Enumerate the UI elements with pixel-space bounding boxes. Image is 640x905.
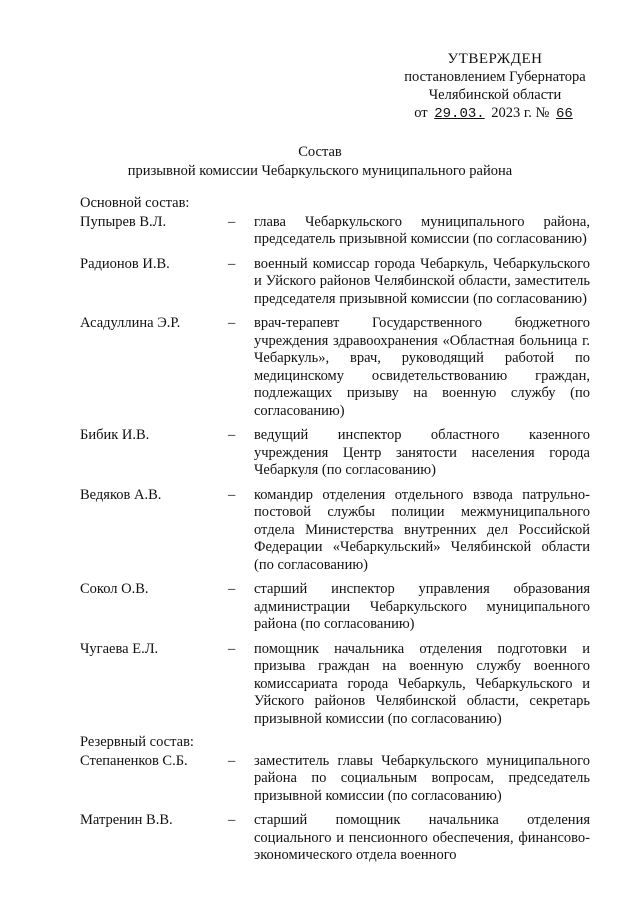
member-name: Радионов И.В.: [80, 255, 170, 272]
member-row: [80, 753, 590, 806]
approval-year: 2023 г. №: [491, 105, 550, 121]
title-line-1: Состав: [298, 144, 342, 160]
member-row: [80, 315, 590, 420]
approval-line-2: Челябинской области: [428, 87, 562, 103]
member-dash: –: [228, 812, 236, 828]
member-dash: –: [228, 315, 236, 331]
member-name: Пупырев В.Л.: [80, 213, 167, 230]
member-desc: помощник начальника отделения подготовки и призыва граждан на военную службу военного комиссариата города Чебаркуль, Чебаркульского и Уйского районов Челябинской области, секретарь призывной комиссии (по согласованию): [254, 640, 590, 727]
member-dash: –: [228, 213, 236, 230]
reserve-section-label: Резервный состав:: [80, 734, 194, 750]
member-row: [80, 812, 590, 865]
member-desc: старший помощник начальника отделения социального и пенсионного обеспечения, финансово-экономического отдела военного: [254, 812, 590, 863]
member-row: [80, 427, 590, 480]
member-row: [80, 641, 590, 729]
member-dash: –: [228, 581, 236, 597]
member-dash: –: [228, 486, 236, 503]
member-name: Степаненков С.Б.: [80, 752, 188, 769]
approval-number: 66: [555, 106, 573, 122]
approval-block: [380, 50, 610, 123]
member-desc: глава Чебаркульского муниципального района, председатель призывной комиссии (по согласованию): [254, 213, 590, 247]
member-row: [80, 581, 590, 634]
member-name: Асадуллина Э.Р.: [80, 315, 181, 331]
title-line-2: призывной комиссии Чебаркульского муниципального района: [127, 163, 513, 179]
member-dash: –: [228, 752, 236, 769]
member-dash: –: [228, 255, 236, 272]
approval-line-1: постановлением Губернатора: [404, 69, 586, 85]
commission-list: [80, 195, 590, 865]
member-desc: врач-терапевт Государственного бюджетного учреждения здравоохранения «Областная больница г. Чебаркуль», врач, руководящий работой по медицинскому освидетельствованию граждан, подлежащих призыву на военную службу (по согласованию): [254, 315, 590, 419]
approval-stamp: УТВЕРЖДЕН: [447, 51, 543, 67]
member-name: Чугаева Е.Л.: [80, 640, 159, 657]
member-row: [80, 487, 590, 575]
member-desc: командир отделения отдельного взвода патрульно-постовой службы полиции межмуниципального отдела Министерства внутренних дел Российской Федерации «Чебаркульский» Челябинской области (по согласованию): [254, 486, 590, 573]
member-dash: –: [228, 640, 236, 657]
member-desc: ведущий инспектор областного казенного учреждения Центр занятости населения города Чебаркуля (по согласованию): [254, 427, 590, 478]
member-desc: старший инспектор управления образования администрации Чебаркульского муниципального района (по согласованию): [254, 581, 590, 632]
member-desc: военный комиссар города Чебаркуль, Чебаркульского и Уйского районов Челябинской области, заместитель председателя призывной комиссии (по согласованию): [254, 255, 590, 307]
main-section-label: Основной состав:: [80, 195, 190, 211]
member-name: Бибик И.В.: [80, 427, 150, 443]
date-prefix: от: [414, 105, 428, 121]
member-desc: заместитель главы Чебаркульского муниципального района по социальным вопросам, председатель призывной комиссии (по согласованию): [254, 752, 590, 804]
member-name: Сокол О.В.: [80, 581, 149, 597]
approval-date: 29.03.: [434, 106, 485, 122]
member-row: [80, 256, 590, 309]
member-name: Матренин В.В.: [80, 812, 173, 828]
member-name: Ведяков А.В.: [80, 486, 162, 503]
document-title: [0, 143, 640, 181]
member-dash: –: [228, 427, 236, 443]
member-row: [80, 214, 590, 249]
approval-date-line: [380, 104, 610, 123]
